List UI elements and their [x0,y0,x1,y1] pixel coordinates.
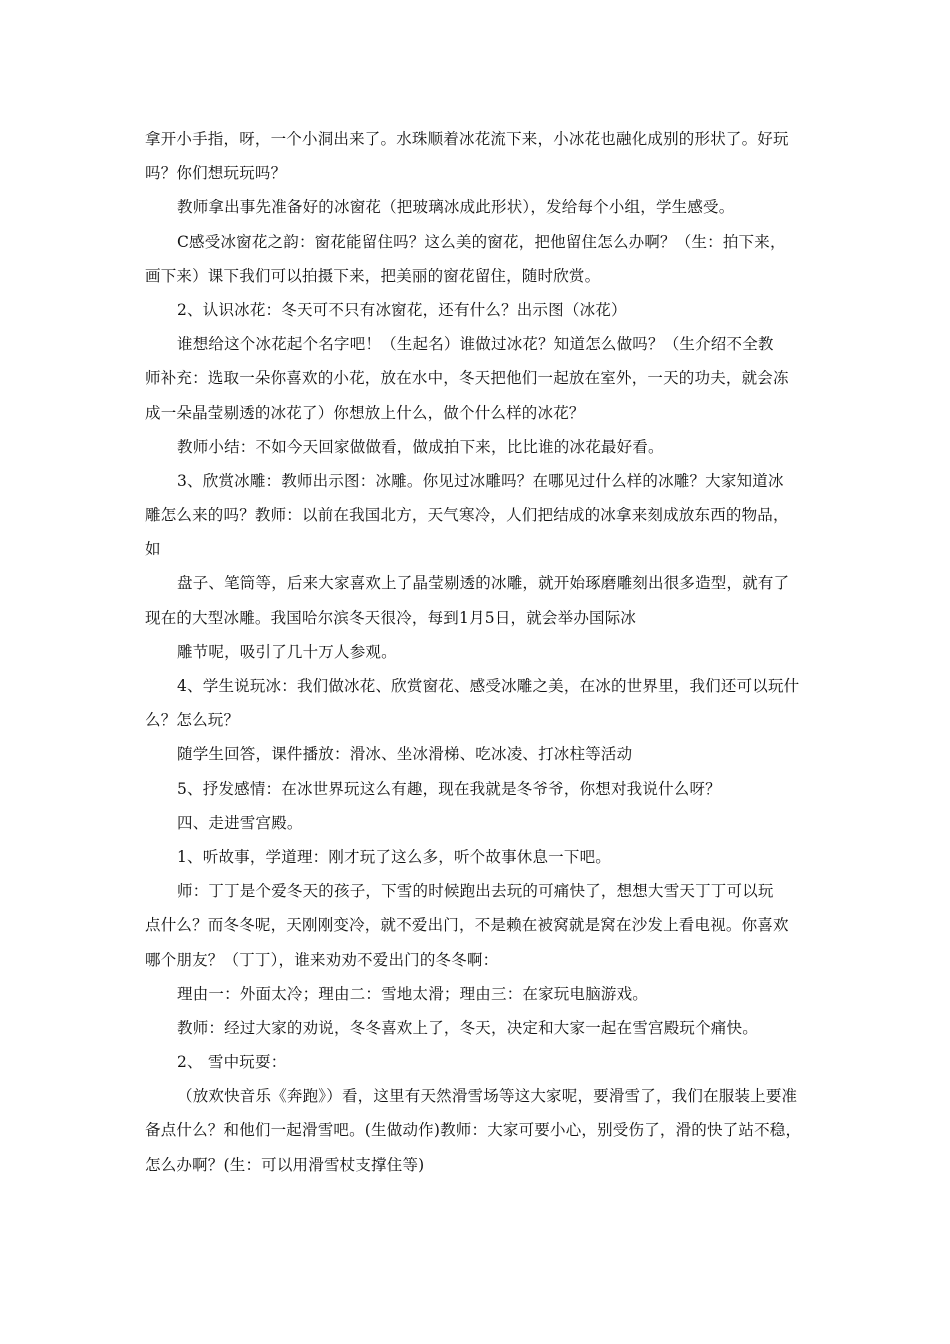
text-line: 4、学生说玩冰：我们做冰花、欣赏窗花、感受冰雕之美，在冰的世界里，我们还可以玩什 [177,677,800,695]
text-line: 随学生回答，课件播放：滑冰、坐冰滑梯、吃冰凌、打冰柱等活动 [177,745,633,764]
text-line: 谁想给这个冰花起个名字吧！（生起名）谁做过冰花？知道怎么做吗？（生介绍不全教 [177,335,774,354]
text-line: 师补充：选取一朵你喜欢的小花，放在水中，冬天把他们一起放在室外，一天的功夫，就会冻 [145,369,789,388]
text-line: 3、欣赏冰雕：教师出示图：冰雕。你见过冰雕吗？在哪见过什么样的冰雕？大家知道冰 [177,471,784,490]
text-line: 教师小结：不如今天回家做做看，做成拍下来，比比谁的冰花最好看。 [177,437,664,456]
text-line: 备点什么？和他们一起滑雪吧。(生做动作)教师：大家可要小心，别受伤了，滑的快了站不稳， [145,1121,802,1140]
text-line: 教师拿出事先准备好的冰窗花（把玻璃冰成此形状），发给每个小组，学生感受。 [177,198,735,217]
text-line: 如 [145,540,161,559]
text-line: 雕怎么来的吗？教师：以前在我国北方，天气寒冷，人们把结成的冰拿来刻成放东西的物品， [145,506,789,525]
text-line: 吗？你们想玩玩吗？ [145,164,287,183]
text-line: 四、走进雪宫殿。 [177,813,303,832]
text-line: 画下来）课下我们可以拍摄下来，把美丽的窗花留住，随时欣赏。 [145,266,601,285]
text-line: 拿开小手指，呀，一个小洞出来了。水珠顺着冰花流下来，小冰花也融化成别的形状了。好玩 [145,130,789,148]
text-line: 盘子、笔筒等，后来大家喜欢上了晶莹剔透的冰雕，就开始琢磨雕刻出很多造型，就有了 [177,574,790,593]
text-line: 2、 雪中玩耍： [177,1053,287,1072]
text-line: 么？怎么玩？ [145,711,240,730]
text-line: 成一朵晶莹剔透的冰花了）你想放上什么，做个什么样的冰花？ [145,403,585,422]
text-line: 理由一：外面太冷；理由二：雪地太滑；理由三：在家玩电脑游戏。 [177,984,649,1003]
text-line: 现在的大型冰雕。我国哈尔滨冬天很冷，每到1月5日，就会举办国际冰 [145,608,637,627]
text-line: 1、听故事，学道理：刚才玩了这么多，听个故事休息一下吧。 [177,847,611,866]
text-line: 教师：经过大家的劝说，冬冬喜欢上了，冬天，决定和大家一起在雪宫殿玩个痛快。 [177,1018,758,1037]
text-line: 师：丁丁是个爱冬天的孩子，下雪的时候跑出去玩的可痛快了，想想大雪天丁丁可以玩 [177,882,774,901]
text-line: 2、认识冰花：冬天可不只有冰窗花，还有什么？出示图（冰花） [177,300,627,319]
text-line: （放欢快音乐《奔跑》）看，这里有天然滑雪场等这大家呢，要滑雪了，我们在服装上要准 [177,1087,798,1106]
document-body [145,122,810,1182]
text-line: C感受冰窗花之韵：窗花能留住吗？这么美的窗花，把他留住怎么办啊？（生：拍下来， [177,232,786,251]
text-line: 点什么？而冬冬呢，天刚刚变冷，就不爱出门，不是赖在被窝就是窝在沙发上看电视。你喜欢 [145,916,789,935]
text-line: 雕节呢，吸引了几十万人参观。 [177,642,397,661]
text-line: 哪个朋友？（丁丁），谁来劝劝不爱出门的冬冬啊： [145,950,499,969]
text-line: 怎么办啊？(生：可以用滑雪杖支撑住等) [145,1155,425,1174]
text-line: 5、抒发感情：在冰世界玩这么有趣，现在我就是冬爷爷，你想对我说什么呀？ [177,779,721,798]
